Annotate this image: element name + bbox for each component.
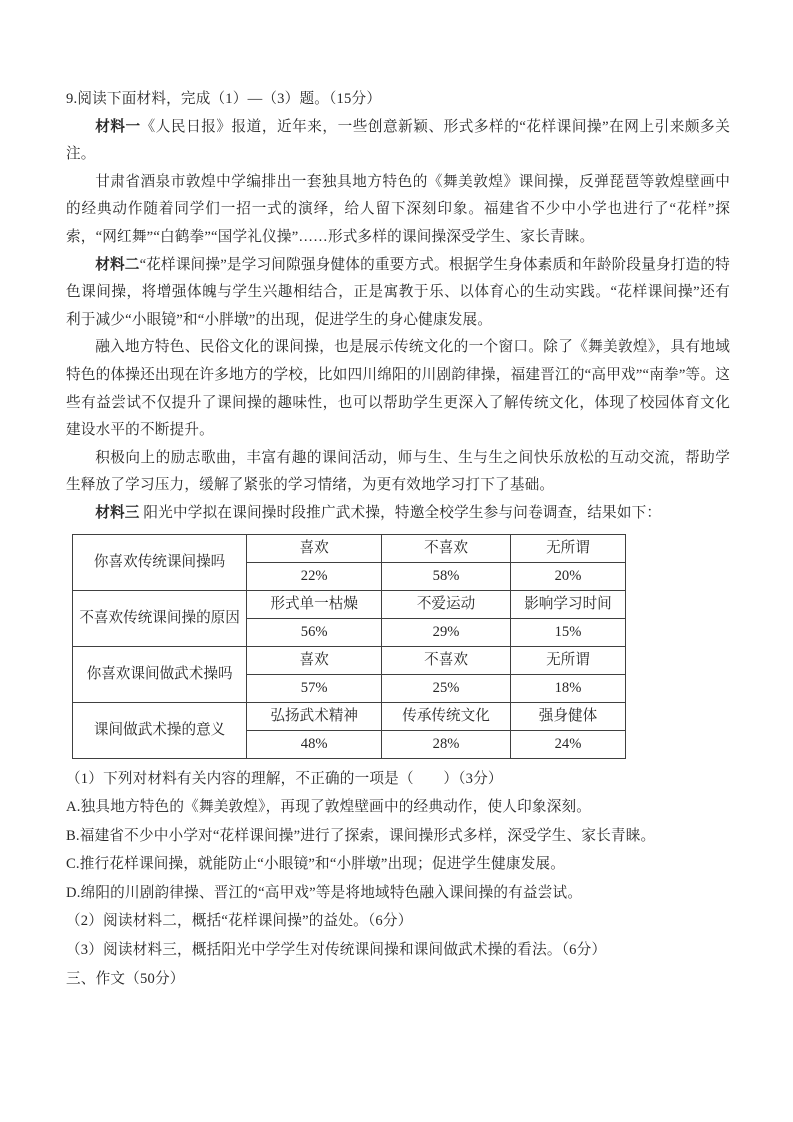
survey-row-3-label: 你喜欢课间做武术操吗 [73,646,247,702]
survey-row-4-value-2: 28% [382,730,511,758]
material-1-text-1: 《人民日报》报道，近年来，一些创意新颖、形式多样的“花样课间操”在网上引来颇多关注。 [66,118,730,163]
survey-row-3-value-1: 57% [247,674,382,702]
questions-block [66,765,730,994]
sub-question-1: （1）下列对材料有关内容的理解，不正确的一项是（ ）（3分） [66,770,503,787]
survey-row-4-value-1: 48% [247,730,382,758]
survey-row-1-label: 你喜欢传统课间操吗 [73,534,247,590]
choice-option-d: D.绵阳的川剧韵律操、晋江的“高甲戏”等是将地域特色融入课间操的有益尝试。 [66,884,583,901]
material-3-paragraph-1 [66,500,730,528]
table-row [73,702,626,730]
survey-row-1-value-3: 20% [510,562,625,590]
material-3-label: 材料三 [95,504,140,521]
survey-row-3-option-1: 喜欢 [247,646,382,674]
material-2-label: 材料二 [95,256,140,273]
survey-row-4-option-1: 弘扬武术精神 [247,702,382,730]
question-header: 9.阅读下面材料，完成（1）—（3）题。（15分） [66,91,382,107]
choice-option-b: B.福建省不少中小学对“花样课间操”进行了探索，课间操形式多样，深受学生、家长青睐。 [66,827,656,844]
material-1-label: 材料一 [95,118,141,135]
survey-row-2-option-3: 影响学习时间 [510,590,625,618]
survey-row-1-option-2: 不喜欢 [382,534,511,562]
material-2-text-1: “花样课间操”是学习间隙强身健体的重要方式。根据学生身体素质和年龄阶段量身打造的特色课间操，将增强体魄与学生兴趣相结合，正是寓教于乐、以体育心的生动实践。“花样课间操”还有利于减少“小眼镜”和“小胖墩”的出现，促进学生的身心健康发展。 [66,256,730,328]
survey-row-4-option-2: 传承传统文化 [382,702,511,730]
survey-row-2-value-3: 15% [510,618,625,646]
sub-question-3: （3）阅读材料三，概括阳光中学学生对传统课间操和课间做武术操的看法。（6分） [66,942,607,959]
survey-row-2-option-2: 不爱运动 [382,590,511,618]
survey-row-4-option-3: 强身健体 [510,702,625,730]
survey-row-2-option-1: 形式单一枯燥 [247,590,382,618]
survey-row-4-value-3: 24% [510,730,625,758]
survey-row-1-value-1: 22% [247,562,382,590]
survey-row-1-option-1: 喜欢 [247,534,382,562]
survey-row-2-value-1: 56% [247,618,382,646]
table-row [73,646,626,674]
survey-row-1-value-2: 58% [382,562,511,590]
material-2-paragraph-2: 融入地方特色、民俗文化的课间操，也是展示传统文化的一个窗口。除了《舞美敦煌》，具有地域特色的体操还出现在许多地方的学校，比如四川绵阳的川剧韵律操，福建晋江的“高甲戏”“南拳”等。这些有益尝试不仅提升了课间操的趣味性，也可以帮助学生更深入了解传统文化，体现了校园体育文化建设水平的不断提升。 [66,339,730,439]
material-3-text-1: 阳光中学拟在课间操时段推广武术操，特邀全校学生参与问卷调查，结果如下： [139,504,662,521]
survey-row-2-value-2: 29% [382,618,511,646]
choice-option-a: A.独具地方特色的《舞美敦煌》，再现了敦煌壁画中的经典动作，使人印象深刻。 [66,799,592,816]
table-row [73,590,626,618]
survey-row-4-label: 课间做武术操的意义 [73,702,247,758]
survey-row-3-value-3: 18% [510,674,625,702]
survey-row-2-label: 不喜欢传统课间操的原因 [73,590,247,646]
section-title-composition: 三、作文（50分） [66,970,185,987]
choice-option-c: C.推行花样课间操，就能防止“小眼镜”和“小胖墩”出现；促进学生健康发展。 [66,856,566,873]
material-2-paragraph-3: 积极向上的励志歌曲，丰富有趣的课间活动，师与生、生与生之间快乐放松的互动交流，帮助学生释放了学习压力，缓解了紧张的学习情绪，为更有效地学习打下了基础。 [66,449,730,494]
material-2-paragraph-1 [66,252,730,335]
survey-row-3-value-2: 25% [382,674,511,702]
survey-row-1-option-3: 无所谓 [510,534,625,562]
survey-row-3-option-3: 无所谓 [510,646,625,674]
survey-table [72,534,626,759]
table-row [73,534,626,562]
material-1-paragraph-1 [66,114,730,169]
material-1-paragraph-2: 甘肃省酒泉市敦煌中学编排出一套独具地方特色的《舞美敦煌》课间操，反弹琵琶等敦煌壁画中的经典动作随着同学们一招一式的演绎，给人留下深刻印象。福建省不少中小学也进行了“花样”探索，“网红舞”“白鹤拳”“国学礼仪操”……形式多样的课间操深受学生、家长青睐。 [66,173,730,245]
sub-question-2: （2）阅读材料二，概括“花样课间操”的益处。（6分） [66,913,413,930]
survey-row-3-option-2: 不喜欢 [382,646,511,674]
